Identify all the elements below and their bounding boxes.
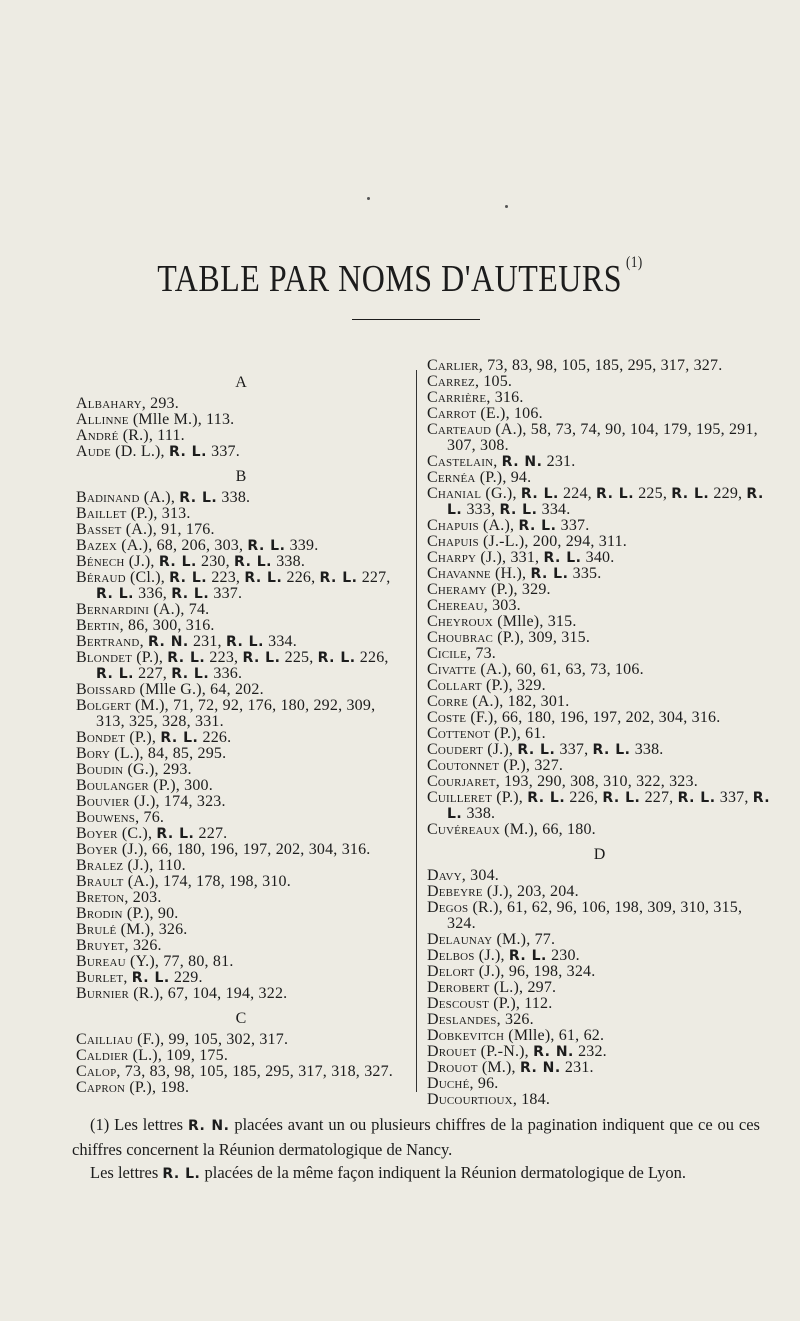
column-divider bbox=[416, 370, 417, 1092]
author-name: Drouot bbox=[427, 1059, 478, 1076]
author-name: Civatte bbox=[427, 661, 477, 678]
author-name: Boyer bbox=[76, 825, 118, 842]
author-name: Bralez bbox=[76, 857, 124, 874]
author-name: Bory bbox=[76, 745, 111, 762]
author-name: Cailliau bbox=[76, 1031, 133, 1048]
index-entry: Baillet (P.), 313. bbox=[76, 505, 191, 522]
index-entry: Descoust (P.), 112. bbox=[427, 995, 553, 1012]
author-name: Coutonnet bbox=[427, 757, 500, 774]
index-entry: Carrot (E.), 106. bbox=[427, 405, 543, 422]
title-rule bbox=[352, 319, 480, 320]
index-entry: André (R.), 111. bbox=[76, 427, 185, 444]
footnote-paragraph: (1) Les lettres R. N. placées avant un ou plusieurs chiffres de la pagination indiquent que ce ou ces chiffres concernent la Réunion dermatologique de Nancy. bbox=[72, 1115, 760, 1159]
index-entry: Boyer (J.), 66, 180, 196, 197, 202, 304, 316. bbox=[76, 841, 371, 858]
meeting-marker: R. L. bbox=[592, 742, 631, 758]
author-name: Chereau bbox=[427, 597, 484, 614]
author-name: Breton bbox=[76, 889, 125, 906]
meeting-marker: R. L. bbox=[162, 1166, 201, 1182]
author-name: Blondet bbox=[76, 649, 133, 666]
author-name: Bouvier bbox=[76, 793, 130, 810]
index-entry: Derobert (L.), 297. bbox=[427, 979, 557, 996]
index-entry: Castelain, R. N. 231. bbox=[427, 453, 576, 470]
author-name: Capron bbox=[76, 1079, 126, 1096]
speck bbox=[505, 205, 508, 208]
author-name: Chanial bbox=[427, 485, 482, 502]
meeting-marker: R. L. bbox=[225, 634, 264, 650]
author-name: Baillet bbox=[76, 505, 127, 522]
meeting-marker: R. N. bbox=[519, 1060, 561, 1076]
index-entry: Cicile, 73. bbox=[427, 645, 496, 662]
meeting-marker: R. L. bbox=[447, 486, 764, 518]
author-name: Debeyre bbox=[427, 883, 483, 900]
index-entry: Chapuis (J.-L.), 200, 294, 311. bbox=[427, 533, 628, 550]
meeting-marker: R. L. bbox=[499, 502, 538, 518]
index-entry: Chanial (G.), R. L. 224, R. L. 225, R. L. 229, R. L. 333, R. L. 334. bbox=[427, 485, 764, 518]
index-entry: Carlier, 73, 83, 98, 105, 185, 295, 317, 327. bbox=[427, 357, 723, 374]
meeting-marker: R. L. bbox=[168, 444, 207, 460]
meeting-marker: R. L. bbox=[96, 586, 134, 602]
index-entry: Cailliau (F.), 99, 105, 302, 317. bbox=[76, 1031, 289, 1048]
index-entry: Bazex (A.), 68, 206, 303, R. L. 339. bbox=[76, 537, 319, 554]
author-name: Carrez bbox=[427, 373, 475, 390]
author-name: Brodin bbox=[76, 905, 123, 922]
author-name: Caldier bbox=[76, 1047, 129, 1064]
author-name: Bernardini bbox=[76, 601, 150, 618]
index-entry: Civatte (A.), 60, 61, 63, 73, 106. bbox=[427, 661, 644, 678]
meeting-marker: R. L. bbox=[167, 650, 206, 666]
meeting-marker: R. L. bbox=[319, 570, 358, 586]
index-entry: Delort (J.), 96, 198, 324. bbox=[427, 963, 596, 980]
index-entry: Brodin (P.), 90. bbox=[76, 905, 179, 922]
author-name: Degos bbox=[427, 899, 469, 916]
meeting-marker: R. L. bbox=[242, 650, 281, 666]
index-entry: Chereau, 303. bbox=[427, 597, 521, 614]
index-entry: Drouet (P.-N.), R. N. 232. bbox=[427, 1043, 607, 1060]
author-name: Carteaud bbox=[427, 421, 492, 438]
author-name: Bénech bbox=[76, 553, 125, 570]
author-name: Bertin bbox=[76, 617, 120, 634]
index-entry: Corre (A.), 182, 301. bbox=[427, 693, 570, 710]
author-name: Boudin bbox=[76, 761, 124, 778]
index-entry: Chavanne (H.), R. L. 335. bbox=[427, 565, 602, 582]
meeting-marker: R. L. bbox=[247, 538, 286, 554]
index-entry: Delaunay (M.), 77. bbox=[427, 931, 556, 948]
index-entry: Badinand (A.), R. L. 338. bbox=[76, 489, 251, 506]
author-name: Deslandes bbox=[427, 1011, 497, 1028]
index-entry: Carrez, 105. bbox=[427, 373, 513, 390]
author-name: Chapuis bbox=[427, 533, 479, 550]
footnote-paragraph: Les lettres R. L. placées de la même façon indiquent la Réunion dermatologique de Lyon. bbox=[90, 1163, 687, 1182]
meeting-marker: R. L. bbox=[96, 666, 134, 682]
index-entry: Degos (R.), 61, 62, 96, 106, 198, 309, 310, 315, 324. bbox=[427, 899, 743, 932]
index-entry: Breton, 203. bbox=[76, 889, 162, 906]
author-name: Bouwens bbox=[76, 809, 136, 826]
section-letter: D bbox=[593, 846, 606, 863]
section-letter: A bbox=[235, 374, 247, 391]
title-text: TABLE PAR NOMS D'AUTEURS bbox=[157, 256, 623, 300]
index-entry: Cuilleret (P.), R. L. 226, R. L. 227, R. L. 337, R. L. 338. bbox=[427, 789, 771, 822]
index-entry: Bénech (J.), R. L. 230, R. L. 338. bbox=[76, 553, 306, 570]
author-name: Delbos bbox=[427, 947, 475, 964]
right-column bbox=[427, 358, 772, 1108]
index-entry: Bruyet, 326. bbox=[76, 937, 162, 954]
section-letter: C bbox=[235, 1010, 247, 1027]
index-entry: Deslandes, 326. bbox=[427, 1011, 534, 1028]
meeting-marker: R. L. bbox=[179, 490, 218, 506]
index-entry: Aude (D. L.), R. L. 337. bbox=[76, 443, 240, 460]
meeting-marker: R. N. bbox=[187, 1118, 230, 1134]
index-entry: Cottenot (P.), 61. bbox=[427, 725, 546, 742]
author-name: Bolgert bbox=[76, 697, 131, 714]
index-entry: Bertin, 86, 300, 316. bbox=[76, 617, 215, 634]
author-name: Descoust bbox=[427, 995, 490, 1012]
index-entry: Carrière, 316. bbox=[427, 389, 524, 406]
index-entry: Bolgert (M.), 71, 72, 92, 176, 180, 292, 309, 313, 325, 328, 331. bbox=[76, 697, 376, 730]
author-name: Aude bbox=[76, 443, 111, 460]
title-note: (1) bbox=[626, 253, 643, 271]
author-name: Bazex bbox=[76, 537, 117, 554]
index-entry: Delbos (J.), R. L. 230. bbox=[427, 947, 580, 964]
meeting-marker: R. L. bbox=[677, 790, 716, 806]
author-name: Duché bbox=[427, 1075, 470, 1092]
index-entry: Basset (A.), 91, 176. bbox=[76, 521, 215, 538]
meeting-marker: R. L. bbox=[447, 790, 771, 822]
author-name: Bruyet bbox=[76, 937, 125, 954]
author-name: Chapuis bbox=[427, 517, 479, 534]
author-name: Dobkevitch bbox=[427, 1027, 505, 1044]
index-entry: Burnier (R.), 67, 104, 194, 322. bbox=[76, 985, 288, 1002]
author-name: Carrot bbox=[427, 405, 477, 422]
index-entry: Bouwens, 76. bbox=[76, 809, 165, 826]
author-name: Delort bbox=[427, 963, 475, 980]
author-name: Coste bbox=[427, 709, 467, 726]
index-entry: Albahary, 293. bbox=[76, 395, 179, 412]
meeting-marker: R. L. bbox=[518, 518, 557, 534]
meeting-marker: R. L. bbox=[602, 790, 641, 806]
meeting-marker: R. L. bbox=[527, 790, 566, 806]
author-name: Charpy bbox=[427, 549, 477, 566]
index-entry: Charpy (J.), 331, R. L. 340. bbox=[427, 549, 615, 566]
author-name: Albahary bbox=[76, 395, 142, 412]
author-name: Chavanne bbox=[427, 565, 491, 582]
index-entry: Coutonnet (P.), 327. bbox=[427, 757, 564, 774]
meeting-marker: R. L. bbox=[543, 550, 582, 566]
meeting-marker: R. L. bbox=[131, 970, 170, 986]
meeting-marker: R. L. bbox=[671, 486, 710, 502]
meeting-marker: R. L. bbox=[244, 570, 283, 586]
index-entry: Bouvier (J.), 174, 323. bbox=[76, 793, 226, 810]
author-name: Courjaret bbox=[427, 773, 496, 790]
author-name: Derobert bbox=[427, 979, 490, 996]
index-entry: Allinne (Mlle M.), 113. bbox=[76, 411, 235, 428]
footnote bbox=[72, 1113, 760, 1186]
author-name: Ducourtioux bbox=[427, 1091, 513, 1108]
author-name: Basset bbox=[76, 521, 122, 538]
meeting-marker: R. N. bbox=[501, 454, 543, 470]
index-entry: Bernardini (A.), 74. bbox=[76, 601, 210, 618]
author-name: Delaunay bbox=[427, 931, 493, 948]
index-entry: Debeyre (J.), 203, 204. bbox=[427, 883, 579, 900]
index-entry: Béraud (Cl.), R. L. 223, R. L. 226, R. L. 227, R. L. 336, R. L. 337. bbox=[76, 569, 391, 602]
author-name: Cheyroux bbox=[427, 613, 494, 630]
index-entry: Duché, 96. bbox=[427, 1075, 499, 1092]
author-name: Brault bbox=[76, 873, 124, 890]
author-name: Cuvéreaux bbox=[427, 821, 500, 838]
index-entry: Cuvéreaux (M.), 66, 180. bbox=[427, 821, 596, 838]
index-entry: Blondet (P.), R. L. 223, R. L. 225, R. L. 226, R. L. 227, R. L. 336. bbox=[76, 649, 389, 682]
section-letter: B bbox=[235, 468, 247, 485]
author-name: Collart bbox=[427, 677, 482, 694]
index-entry: Carteaud (A.), 58, 73, 74, 90, 104, 179, 195, 291, 307, 308. bbox=[427, 421, 758, 454]
author-name: Boulanger bbox=[76, 777, 149, 794]
author-name: Burnier bbox=[76, 985, 130, 1002]
index-entry: Caldier (L.), 109, 175. bbox=[76, 1047, 229, 1064]
author-name: Drouet bbox=[427, 1043, 477, 1060]
author-name: Calop bbox=[76, 1063, 117, 1080]
meeting-marker: R. L. bbox=[508, 948, 547, 964]
index-entry: Coste (F.), 66, 180, 196, 197, 202, 304, 316. bbox=[427, 709, 721, 726]
index-entry: Bureau (Y.), 77, 80, 81. bbox=[76, 953, 234, 970]
index-entry: Calop, 73, 83, 98, 105, 185, 295, 317, 318, 327. bbox=[76, 1063, 394, 1080]
index-entry: Bory (L.), 84, 85, 295. bbox=[76, 745, 227, 762]
index-entry: Capron (P.), 198. bbox=[76, 1079, 190, 1096]
author-name: Burlet bbox=[76, 969, 124, 986]
index-entry: Cheyroux (Mlle), 315. bbox=[427, 613, 577, 630]
index-entry: Bralez (J.), 110. bbox=[76, 857, 186, 874]
author-name: Cuilleret bbox=[427, 789, 493, 806]
index-entry: Coudert (J.), R. L. 337, R. L. 338. bbox=[427, 741, 664, 758]
index-entry: Brault (A.), 174, 178, 198, 310. bbox=[76, 873, 291, 890]
author-name: Corre bbox=[427, 693, 469, 710]
meeting-marker: R. L. bbox=[517, 742, 556, 758]
meeting-marker: R. L. bbox=[520, 486, 559, 502]
author-name: Cicile bbox=[427, 645, 467, 662]
author-name: Béraud bbox=[76, 569, 126, 586]
author-name: Allinne bbox=[76, 411, 129, 428]
page-title bbox=[0, 253, 800, 300]
author-name: Davy bbox=[427, 867, 462, 884]
index-entry: Ducourtioux, 184. bbox=[427, 1091, 551, 1108]
index-entry: Bondet (P.), R. L. 226. bbox=[76, 729, 232, 746]
left-column bbox=[76, 366, 406, 1096]
author-name: Bureau bbox=[76, 953, 126, 970]
meeting-marker: R. L. bbox=[317, 650, 356, 666]
author-name: Cernéa bbox=[427, 469, 476, 486]
index-entry: Burlet, R. L. 229. bbox=[76, 969, 203, 986]
author-name: Carrière bbox=[427, 389, 487, 406]
author-name: Coudert bbox=[427, 741, 484, 758]
index-entry: Boudin (G.), 293. bbox=[76, 761, 192, 778]
meeting-marker: R. N. bbox=[147, 634, 189, 650]
index-entry: Cheramy (P.), 329. bbox=[427, 581, 551, 598]
author-name: Bondet bbox=[76, 729, 126, 746]
author-name: Castelain bbox=[427, 453, 494, 470]
author-name: Boissard bbox=[76, 681, 136, 698]
index-entry: Drouot (M.), R. N. 231. bbox=[427, 1059, 594, 1076]
author-name: Cottenot bbox=[427, 725, 490, 742]
author-name: Carlier bbox=[427, 357, 479, 374]
meeting-marker: R. N. bbox=[533, 1044, 574, 1060]
index-entry: Bertrand, R. N. 231, R. L. 334. bbox=[76, 633, 297, 650]
index-entry: Brulé (M.), 326. bbox=[76, 921, 188, 938]
meeting-marker: R. L. bbox=[171, 586, 210, 602]
author-name: Cheramy bbox=[427, 581, 487, 598]
author-name: André bbox=[76, 427, 119, 444]
speck bbox=[367, 197, 370, 200]
author-name: Choubrac bbox=[427, 629, 494, 646]
meeting-marker: R. L. bbox=[160, 730, 199, 746]
author-name: Badinand bbox=[76, 489, 140, 506]
meeting-marker: R. L. bbox=[596, 486, 635, 502]
meeting-marker: R. L. bbox=[530, 566, 569, 582]
index-entry: Courjaret, 193, 290, 308, 310, 322, 323. bbox=[427, 773, 698, 790]
author-name: Boyer bbox=[76, 841, 118, 858]
index-entry: Cernéa (P.), 94. bbox=[427, 469, 532, 486]
author-name: Bertrand bbox=[76, 633, 140, 650]
meeting-marker: R. L. bbox=[158, 554, 197, 570]
author-name: Brulé bbox=[76, 921, 117, 938]
index-entry: Collart (P.), 329. bbox=[427, 677, 546, 694]
index-entry: Boissard (Mlle G.), 64, 202. bbox=[76, 681, 264, 698]
index-entry: Dobkevitch (Mlle), 61, 62. bbox=[427, 1027, 605, 1044]
index-entry: Boulanger (P.), 300. bbox=[76, 777, 213, 794]
index-entry: Davy, 304. bbox=[427, 867, 499, 884]
index-entry: Chapuis (A.), R. L. 337. bbox=[427, 517, 590, 534]
index-entry: Choubrac (P.), 309, 315. bbox=[427, 629, 591, 646]
meeting-marker: R. L. bbox=[171, 666, 210, 682]
index-entry: Boyer (C.), R. L. 227. bbox=[76, 825, 228, 842]
meeting-marker: R. L. bbox=[169, 570, 208, 586]
meeting-marker: R. L. bbox=[156, 826, 195, 842]
meeting-marker: R. L. bbox=[234, 554, 273, 570]
